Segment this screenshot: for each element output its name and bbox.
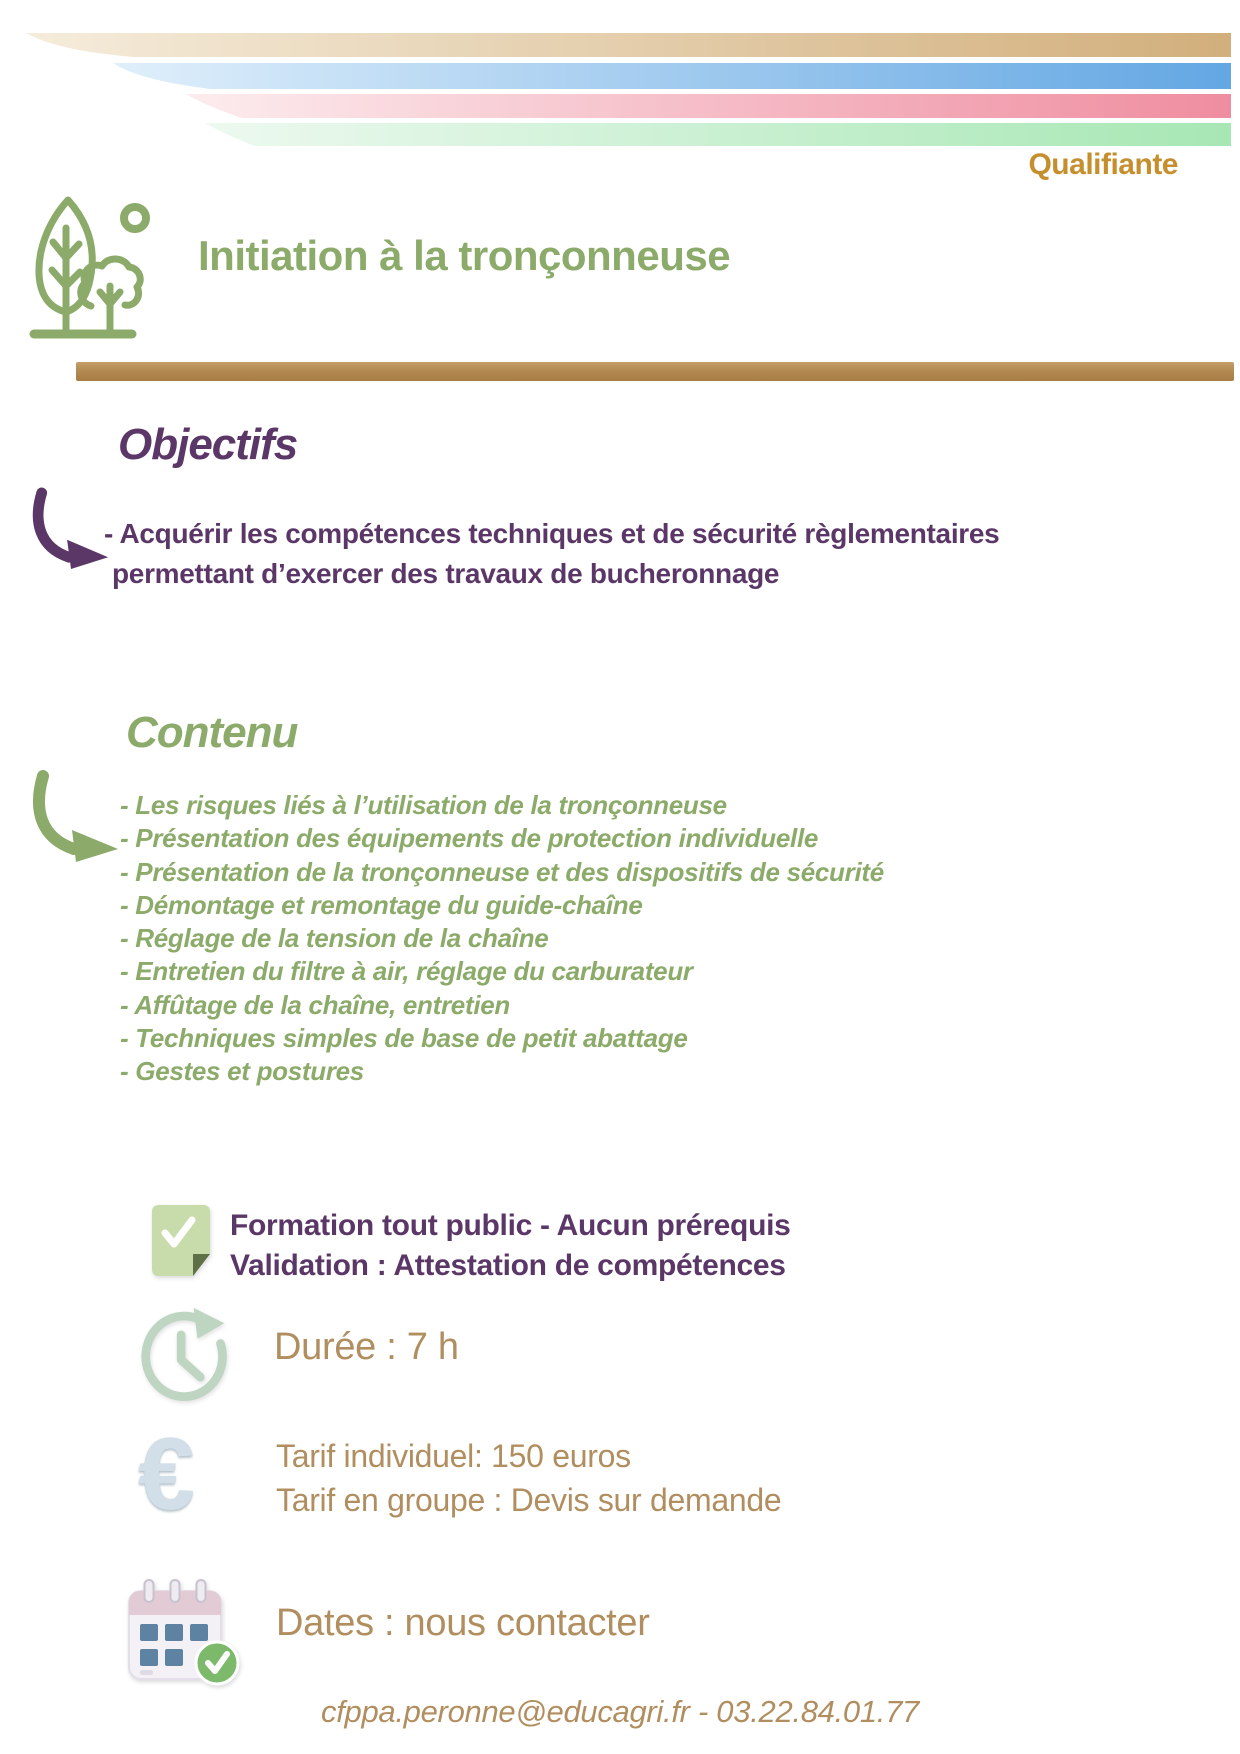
qualifiante-badge: Qualifiante	[1028, 148, 1178, 181]
audience-line: Formation tout public - Aucun prérequis	[230, 1209, 791, 1242]
footer-contact: cfppa.peronne@educagri.fr - 03.22.84.01.77	[321, 1694, 919, 1729]
contenu-list-item: - Techniques simples de base de petit abattage	[120, 1023, 688, 1054]
contenu-list-item: - Gestes et postures	[120, 1056, 364, 1087]
contenu-heading: Contenu	[126, 708, 298, 757]
contenu-list-item: - Affûtage de la chaîne, entretien	[120, 989, 510, 1020]
tarif-individual-text: Tarif individuel: 150 euros	[276, 1438, 631, 1474]
contenu-list-item: - Les risques liés à l’utilisation de la tronçonneuse	[120, 790, 727, 820]
checked-note-icon	[148, 1202, 214, 1280]
audience-validation-text	[230, 1206, 791, 1286]
euro-icon: €	[138, 1417, 195, 1531]
contenu-list-item: - Présentation des équipements de protection individuelle	[120, 823, 819, 854]
calendar-check-icon	[124, 1576, 240, 1686]
duration-text: Durée : 7 h	[274, 1326, 459, 1368]
objectifs-text	[104, 514, 1054, 594]
contenu-list	[120, 789, 1020, 1089]
objectifs-heading: Objectifs	[118, 420, 298, 469]
contenu-list-item: - Réglage de la tension de la chaîne	[120, 923, 549, 954]
swoosh-arrow-green-icon	[30, 770, 122, 862]
contenu-list-item: - Entretien du filtre à air, réglage du carburateur	[120, 956, 693, 987]
decorative-stripes	[0, 0, 1240, 160]
objectifs-line: permettant d’exercer des travaux de bucheronnage	[112, 558, 780, 589]
contenu-list-item: - Démontage et remontage du guide-chaîne	[120, 889, 643, 920]
page-title: Initiation à la tronçonneuse	[198, 232, 731, 279]
trees-logo-icon	[28, 194, 168, 344]
tarif-text	[276, 1434, 781, 1522]
tarif-group-text: Tarif en groupe : Devis sur demande	[276, 1482, 782, 1518]
title-underline-bar	[76, 362, 1234, 381]
swoosh-arrow-purple-icon	[30, 486, 112, 570]
objectifs-line: - Acquérir les compétences techniques et de sécurité règlementaires	[104, 518, 1000, 549]
validation-line: Validation : Attestation de compétences	[230, 1249, 786, 1282]
contenu-list-item: - Présentation de la tronçonneuse et des dispositifs de sécurité	[120, 856, 884, 887]
dates-text: Dates : nous contacter	[276, 1602, 650, 1644]
clock-history-icon	[136, 1304, 232, 1404]
